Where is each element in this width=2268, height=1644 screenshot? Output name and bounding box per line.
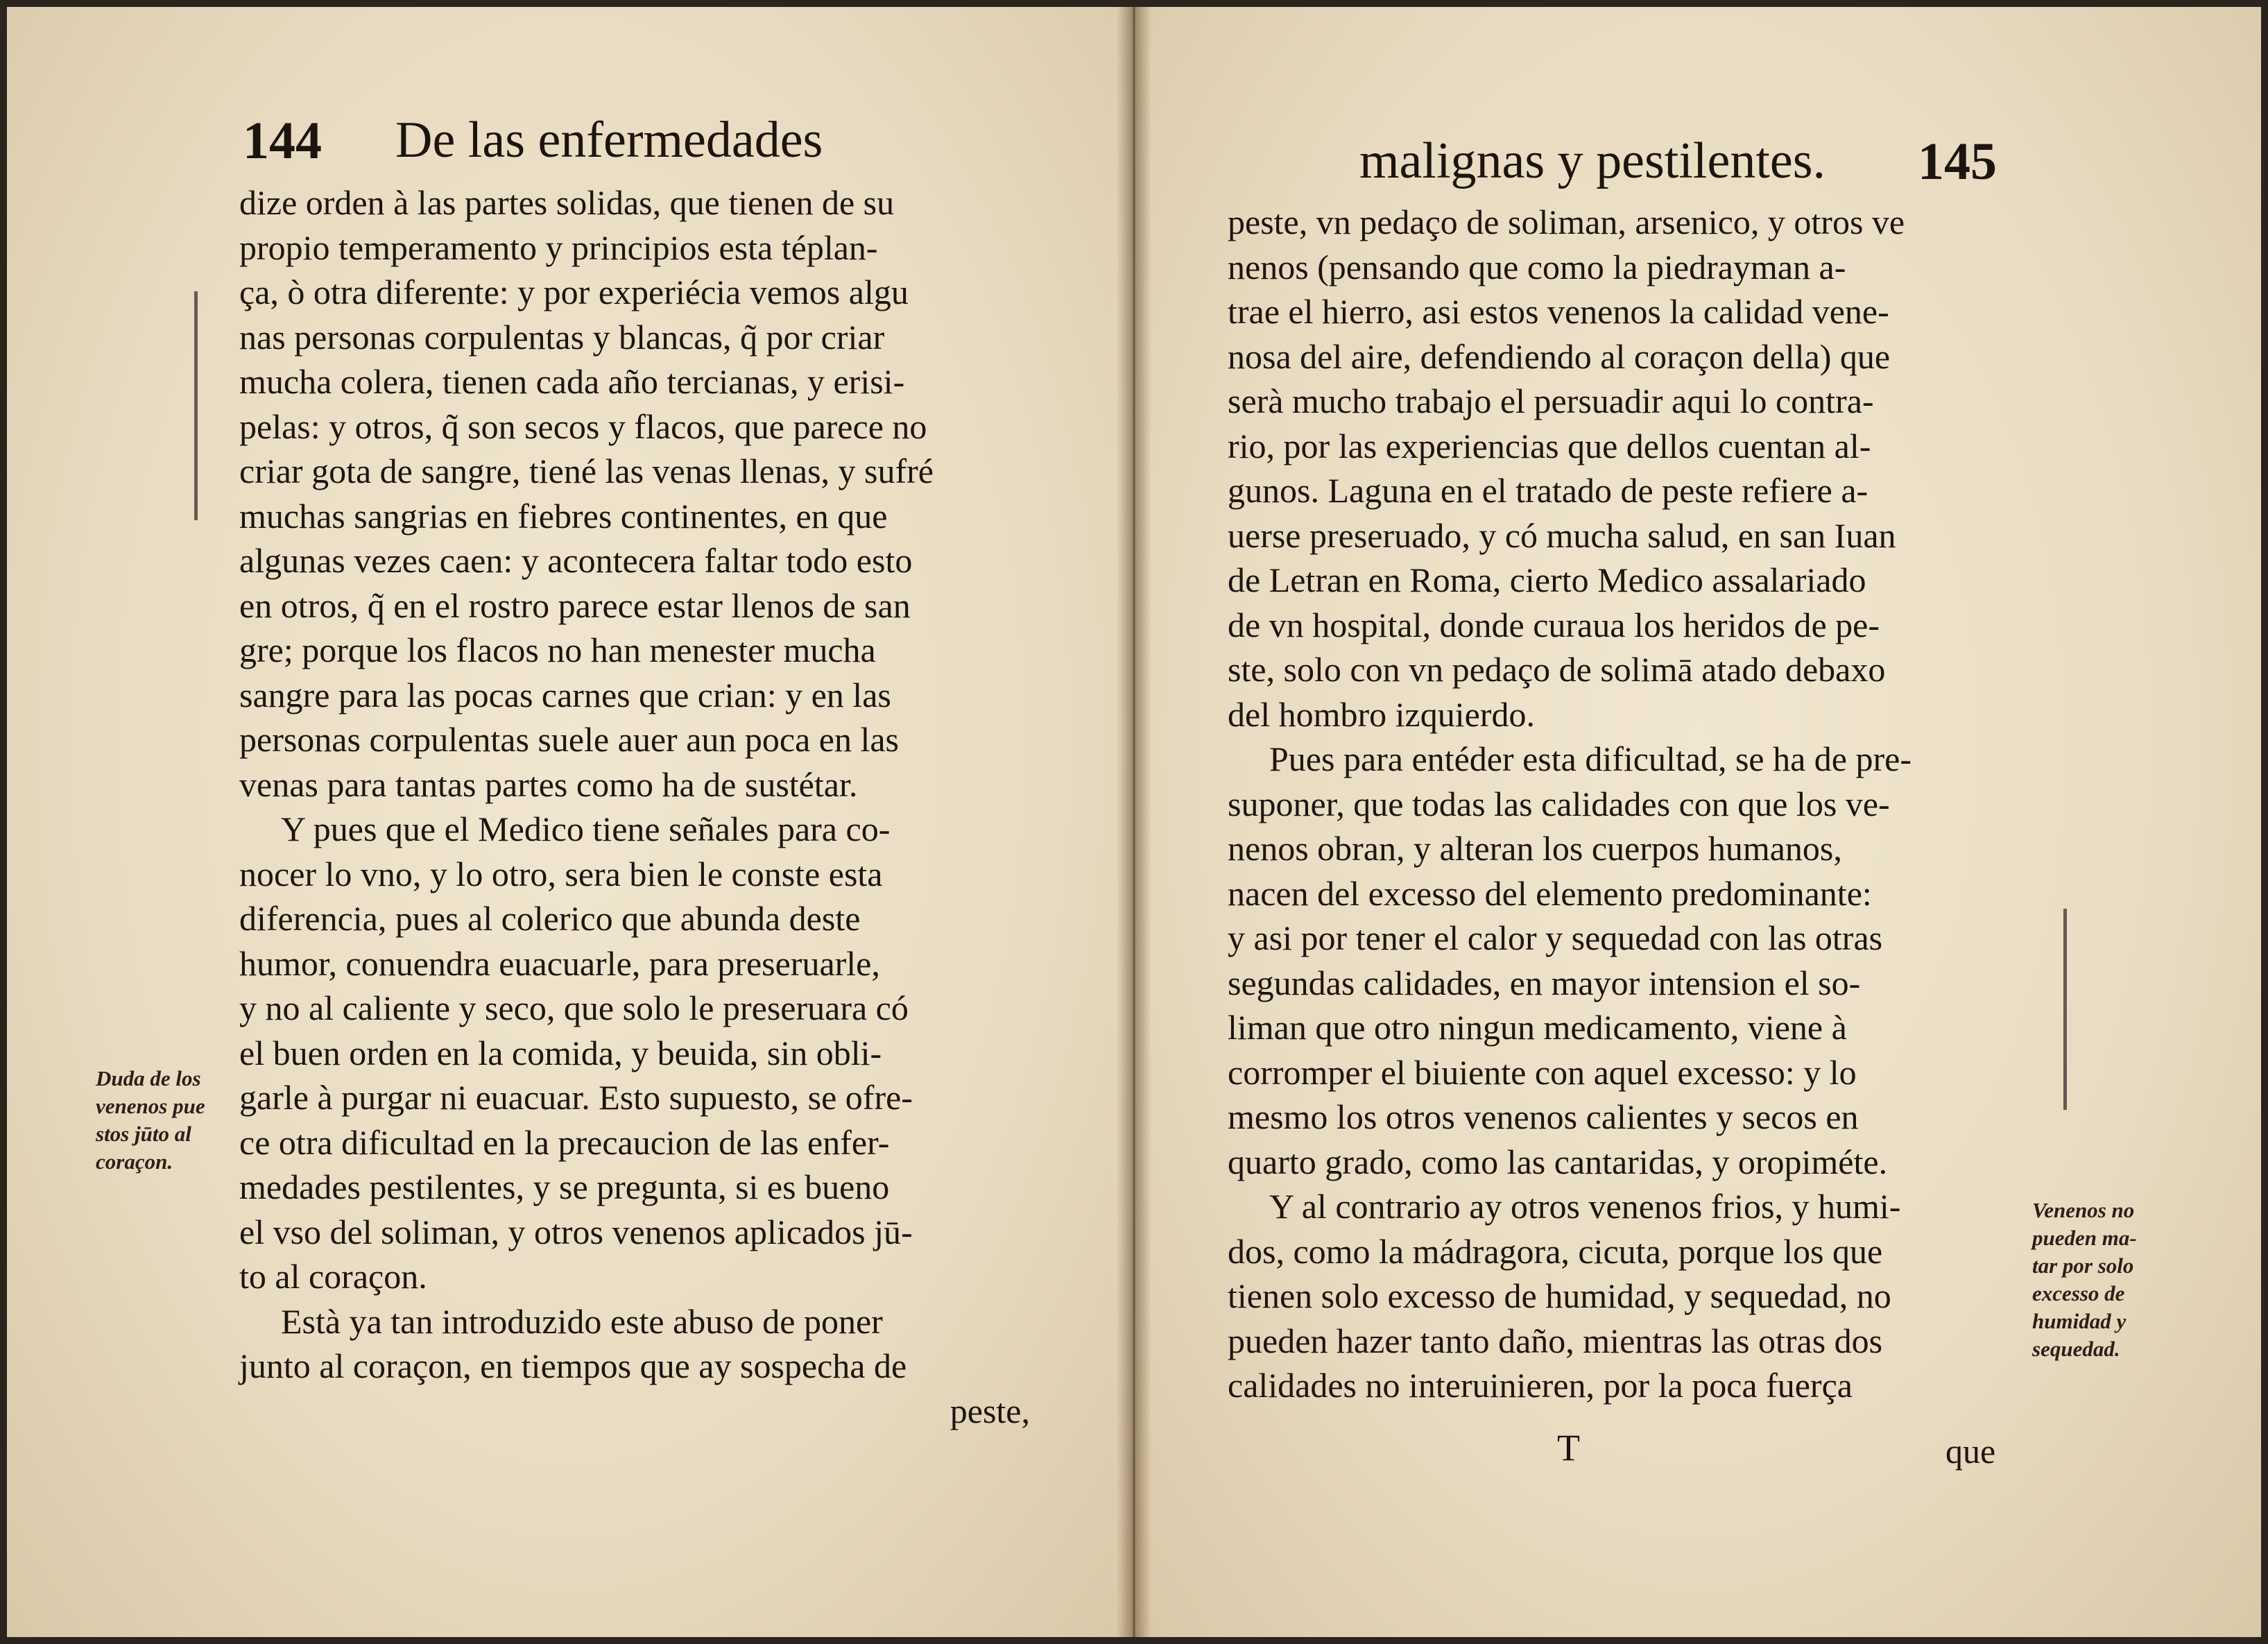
text-line: gre; porque los flacos no han menester mucha bbox=[239, 631, 876, 669]
text-line: del hombro izquierdo. bbox=[1228, 694, 1535, 734]
text-line: humor, conuendra euacuarle, para preseruarle, bbox=[239, 943, 880, 983]
text-line: corromper el biuiente con aquel excesso: y lo bbox=[1228, 1052, 1857, 1092]
text-line: dos, como la mádragora, cicuta, porque los que bbox=[1228, 1231, 1883, 1271]
text-line: el buen orden en la comida, y beuida, sin obli- bbox=[239, 1033, 882, 1072]
text-line: ce otra dificultad en la precaucion de las enfer- bbox=[239, 1122, 890, 1162]
text-line: calidades no interuinieren, por la poca fuerça bbox=[1228, 1366, 1853, 1405]
page-number-left: 144 bbox=[243, 112, 322, 170]
text-line: tienen solo excesso de humidad, y sequedad, no bbox=[1228, 1276, 1891, 1315]
text-line: junto al coraçon, en tiempos que ay sospecha de bbox=[239, 1346, 907, 1385]
text-line: el vso del soliman, y otros venenos aplicados jū- bbox=[239, 1212, 913, 1251]
text-line: Pues para entéder esta dificultad, se ha de pre- bbox=[1269, 739, 1912, 778]
page-number-right: 145 bbox=[1918, 132, 1997, 191]
open-book bbox=[7, 7, 2261, 1637]
margin-note-line: venenos pue bbox=[96, 1094, 205, 1118]
text-line: Està ya tan introduzido este abuso de poner bbox=[281, 1301, 883, 1341]
text-line: ça, ò otra diferente: y por experiécia vemos algu bbox=[239, 273, 909, 311]
text-line: nas personas corpulentas y blancas, q̃ por criar bbox=[239, 317, 885, 357]
text-line: de vn hospital, donde curaua los heridos de pe- bbox=[1228, 605, 1880, 644]
signature-mark: T bbox=[1557, 1427, 1580, 1469]
margin-note-line: excesso de bbox=[2032, 1281, 2125, 1305]
text-line: nenos (pensando que como la piedrayman a- bbox=[1228, 247, 1846, 286]
running-head-right: malignas y pestilentes. bbox=[1359, 132, 1826, 189]
text-line: propio temperamento y principios esta téplan- bbox=[239, 228, 878, 267]
margin-note-line: tar por solo bbox=[2032, 1253, 2134, 1278]
text-line: peste, bbox=[950, 1391, 1030, 1430]
text-line: peste, vn pedaço de soliman, arsenico, y otros ve bbox=[1228, 203, 1905, 241]
text-line: pelas: y otros, q̃ son secos y flacos, que parece no bbox=[239, 406, 927, 446]
margin-note-line: Duda de los bbox=[96, 1066, 201, 1090]
margin-note-line: coraçon. bbox=[96, 1149, 173, 1174]
text-line: gunos. Laguna en el tratado de peste refiere a- bbox=[1228, 471, 1868, 510]
margin-note-line: pueden ma- bbox=[2032, 1226, 2137, 1250]
text-line: garle à purgar ni euacuar. Esto supuesto, se ofre- bbox=[239, 1078, 913, 1117]
left-page bbox=[7, 7, 1134, 1637]
text-line: muchas sangrias en fiebres continentes, en que bbox=[239, 496, 888, 536]
text-line: to al coraçon. bbox=[239, 1257, 427, 1296]
text-line: quarto grado, como las cantaridas, y oropiméte. bbox=[1228, 1142, 1888, 1181]
text-line: venas para tantas partes como ha de sustétar. bbox=[239, 764, 858, 804]
text-line: nosa del aire, defendiendo al coraçon della) que bbox=[1228, 336, 1891, 376]
text-line: nocer lo vno, y lo otro, sera bien le conste esta bbox=[239, 854, 883, 893]
text-line: liman que otro ningun medicamento, viene à bbox=[1228, 1008, 1847, 1047]
left-page-body bbox=[239, 180, 1030, 1433]
text-line: nenos obran, y alteran los cuerpos humanos, bbox=[1228, 829, 1842, 868]
text-line: y asi por tener el calor y sequedad con las otras bbox=[1228, 918, 1883, 957]
catchword: que bbox=[1945, 1432, 1996, 1471]
text-line: de Letran en Roma, cierto Medico assalariado bbox=[1228, 560, 1866, 599]
running-head-left: De las enfermedades bbox=[395, 112, 823, 169]
margin-note-line: Venenos no bbox=[2032, 1198, 2135, 1222]
text-line: personas corpulentas suele auer aun poca en las bbox=[239, 720, 900, 759]
text-line: suponer, que todas las calidades con que los ve- bbox=[1228, 784, 1890, 823]
text-line: ste, solo con vn pedaço de solimā atado debaxo bbox=[1228, 650, 1886, 689]
margin-note-line: stos jūto al bbox=[96, 1122, 191, 1146]
margin-note-left bbox=[96, 1065, 205, 1176]
margin-bracket-left bbox=[194, 291, 198, 520]
text-line: criar gota de sangre, tiené las venas llenas, y sufré bbox=[239, 452, 934, 490]
text-line: dize orden à las partes solidas, que tienen de su bbox=[239, 183, 895, 222]
text-line: trae el hierro, asi estos venenos la calidad vene- bbox=[1228, 292, 1889, 331]
text-line: y no al caliente y seco, que solo le preseruara có bbox=[239, 988, 909, 1027]
text-line: medades pestilentes, y se pregunta, si es bueno bbox=[239, 1167, 890, 1206]
text-line: diferencia, pues al colerico que abunda deste bbox=[239, 899, 861, 938]
book-gutter bbox=[1117, 7, 1151, 1637]
text-line: uerse preseruado, y có mucha salud, en san Iuan bbox=[1228, 515, 1896, 555]
text-line: nacen del excesso del elemento predominante: bbox=[1228, 873, 1872, 913]
text-line: Y pues que el Medico tiene señales para co- bbox=[281, 810, 891, 848]
text-line: mucha colera, tienen cada año tercianas, y erisi- bbox=[239, 362, 905, 401]
text-line: en otros, q̃ en el rostro parece estar llenos de san bbox=[239, 585, 911, 625]
text-line: serà mucho trabajo el persuadir aqui lo contra- bbox=[1228, 382, 1874, 420]
margin-note-right bbox=[2032, 1197, 2137, 1363]
text-line: Y al contrario ay otros venenos frios, y humi- bbox=[1269, 1187, 1901, 1226]
right-page bbox=[1134, 7, 2261, 1637]
text-line: mesmo los otros venenos calientes y secos en bbox=[1228, 1097, 1859, 1136]
text-line: segundas calidades, en mayor intension el so- bbox=[1228, 963, 1861, 1002]
text-line: algunas vezes caen: y acontecera faltar todo esto bbox=[239, 541, 913, 580]
margin-bracket-right bbox=[2063, 909, 2067, 1110]
margin-note-line: humidad y bbox=[2032, 1309, 2127, 1333]
right-page-body bbox=[1228, 200, 2011, 1408]
text-line: pueden hazer tanto daño, mientras las otras dos bbox=[1228, 1321, 1883, 1360]
margin-note-line: sequedad. bbox=[2032, 1337, 2120, 1361]
text-line: rio, por las experiencias que dellos cuentan al- bbox=[1228, 426, 1871, 465]
text-line: sangre para las pocas carnes que crian: y en las bbox=[239, 675, 891, 714]
